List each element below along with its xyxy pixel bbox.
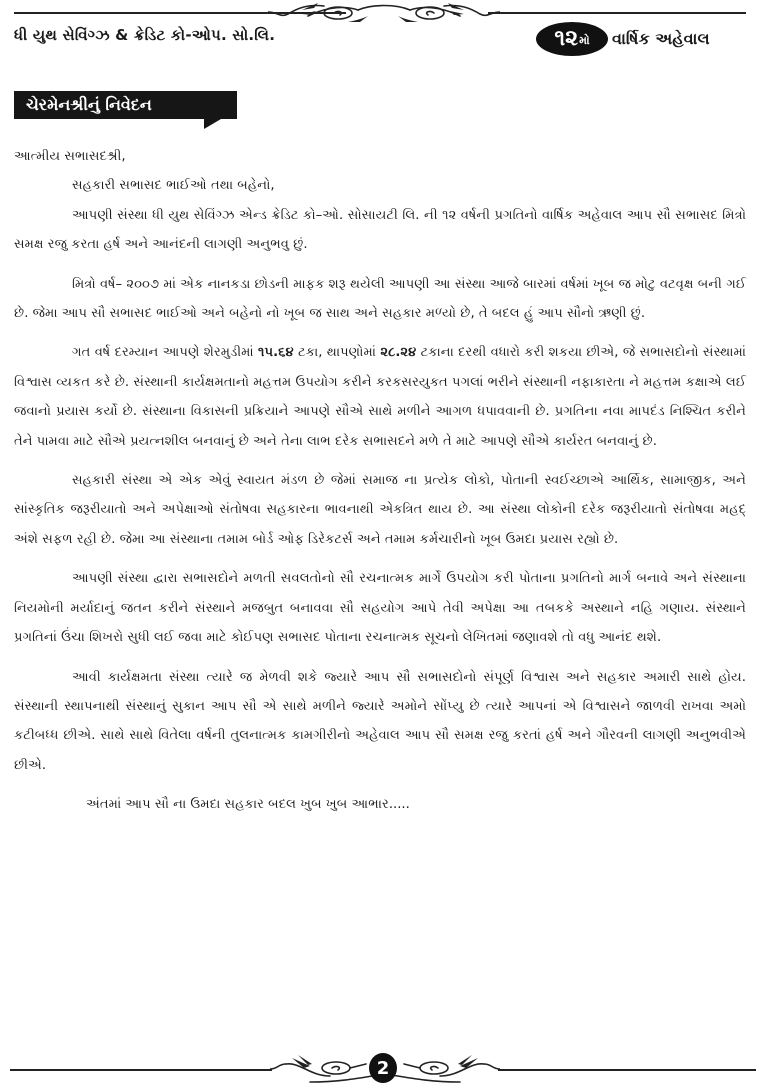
closing-thanks: અંતમાં આપ સૌ ના ઉમદા સહકાર બદલ ખુબ ખુબ આભાર..... [86, 797, 410, 813]
growth-text-3: ટકાના દરથી વધારો કરી શકયા છીએ, જે સભાસદોનો સંસ્થામાં વિશ્વાસ વ્યકત કરે છે. સંસ્થાની કાર્યક્ષમતાનો મહત્તમ ઉપયોગ કરીને કરકસરયુકત પગલાં ભરીને સંસ્થાની નફાકારતા ને મહત્તમ કક્ષાએ લઈ જવાનો પ્રયાસ કર્યો છે. સંસ્થાના વિકાસની પ્રક્રિયાને આપણે સૌએ સાથે મળીને આગળ ધપાવવાની છે. પ્રગતિના નવા માપદંડ નિશ્ચિત કરીને તેને પામવા માટે સૌએ પ્રયત્નશીલ બનવાનું છે અને તેના લાભ દરેક સભાસદને મળે તે માટે આપણે સૌએ કાર્યરત બનવાનું છે. [14, 345, 746, 449]
paragraph-growth [14, 338, 746, 456]
section-title: ચેરમેનશ્રીનું નિવેદન [26, 95, 152, 114]
paragraph-member-facilities: આપણી સંસ્થા દ્વારા સભાસદોને મળતી સવલતોનો સૌ રચનાત્મક માર્ગે ઉપયોગ કરી પોતાના પ્રગતિનો માર્ગ બનાવે અને સંસ્થાના નિયમોની મર્યાદાનું જતન કરીને સંસ્થાને મજબુત બનાવવા સૌ સહયોગ આપે તેવી અપેક્ષા આ તબકકે અસ્થાને નહિ ગણાય. સંસ્થાને પ્રગતિનાં ઉંચા શિખરો સુધી લઈ જવા માટે કોઈપણ સભાસદ પોતાના રચનાત્મક સૂચનો લેખિતમાં જણાવશે તો વધુ આનંદ થશે. [14, 571, 746, 646]
paragraph-intro: આપણી સંસ્થા ધી યુથ સેવિંગ્ઝ એન્ડ ક્રેડિટ કો–ઓ. સોસાયટી લિ. ની ૧૨ વર્ષની પ્રગતિનો વાર્ષિક અહેવાલ આપ સૌ સભાસદ મિત્રો સમક્ષ રજુ કરતા હર્ષ અને આનંદની લાગણી અનુભવુ છું. [14, 207, 746, 253]
badge-suffix: મો [579, 34, 590, 47]
report-heading [536, 22, 710, 56]
deposit-growth-value: ૨૮.૨૪ [380, 345, 417, 361]
growth-text-1: ગત વર્ષ દરમ્યાન આપણે શેરમુડીમાં [72, 345, 258, 361]
paragraph-trust: આવી કાર્યક્ષમતા સંસ્થા ત્યારે જ મેળવી શકે જ્યારે આપ સૌ સભાસદોનો સંપૂર્ણ વિશ્વાસ અને સહકાર અમારી સાથે હોય. સંસ્થાની સ્થાપનાથી સંસ્થાનું સુકાન આપ સૌ એ સાથે મળીને જ્યારે અમોને સોંપ્યુ છે ત્યારે આપનાં એ વિશ્વાસને જાળવી રાખવા અમો કટીબધ્ધ છીએ. સાથે સાથે વિતેલા વર્ષની તુલનાત્મક કામગીરીનો અહેવાલ આપ સૌ સમક્ષ રજુ કરતાં હર્ષ અને ગૌરવની લાગણી અનુભવીએ છીએ. [14, 669, 746, 773]
header-rule-right [488, 12, 746, 14]
paragraph-cooperative: સહકારી સંસ્થા એ એક એવું સ્વાયત મંડળ છે જેમાં સમાજ ના પ્રત્યેક લોકો, પોતાની સ્વઈચ્છાએ આર્થિક, સામાજીક, અને સાંસ્કૃતિક જરૂરીયાતો અને અપેક્ષાઓ સંતોષવા સહકારના ભાવનાથી એકત્રિત થાય છે. આ સંસ્થા લોકોની દરેક જરૂરીયાતો સંતોષવા મહદ્ અંશે સફળ રહી છે. જેમા આ સંસ્થાના તમામ બોર્ડ ઓફ ડિરેકટર્સ અને તમામ કર્મચારીનો ખૂબ ઉમદા પ્રયાસ રહ્યો છે. [14, 473, 746, 547]
banner-fold-decoration [204, 119, 221, 129]
badge-number: ૧૨ [554, 26, 579, 51]
footer-rule-left [10, 1069, 272, 1071]
report-title: વાર્ષિક અહેવાલ [612, 29, 710, 48]
paragraph-history: મિત્રો વર્ષ– ૨૦૦૭ માં એક નાનકડા છોડની માફક શરૂ થયેલી આપણી આ સંસ્થા આજે બારમાં વર્ષમાં ખૂબ જ મોટુ વટવૃક્ષ બની ગઈ છે. જેમા આપ સૌ સભાસદ ભાઈઓ અને બહેનો નો ખૂબ જ સાથ અને સહકાર મળ્યો છે, તે બદલ હું આપ સૌનો ઋણી છું. [14, 276, 746, 322]
section-title-banner [14, 91, 237, 119]
salutation: આત્મીય સભાસદશ્રી, [14, 149, 126, 164]
header-flourish-ornament [268, 0, 500, 28]
share-capital-growth-value: ૧૫.૬૪ [257, 345, 294, 361]
footer-rule-right [498, 1069, 756, 1071]
page-number-badge [369, 1053, 397, 1083]
chairman-statement-body [14, 142, 746, 820]
anniversary-badge [536, 22, 608, 56]
growth-text-2: ટકા, થાપણોમાં [293, 345, 381, 361]
greeting: સહકારી સભાસદ ભાઈઓ તથા બહેનો, [72, 178, 275, 194]
organization-name: ધી યુથ સેવિંગ્ઝ & ક્રેડિટ કો-ઓપ. સો.લિ. [14, 26, 276, 44]
page-number: 2 [376, 1057, 390, 1079]
